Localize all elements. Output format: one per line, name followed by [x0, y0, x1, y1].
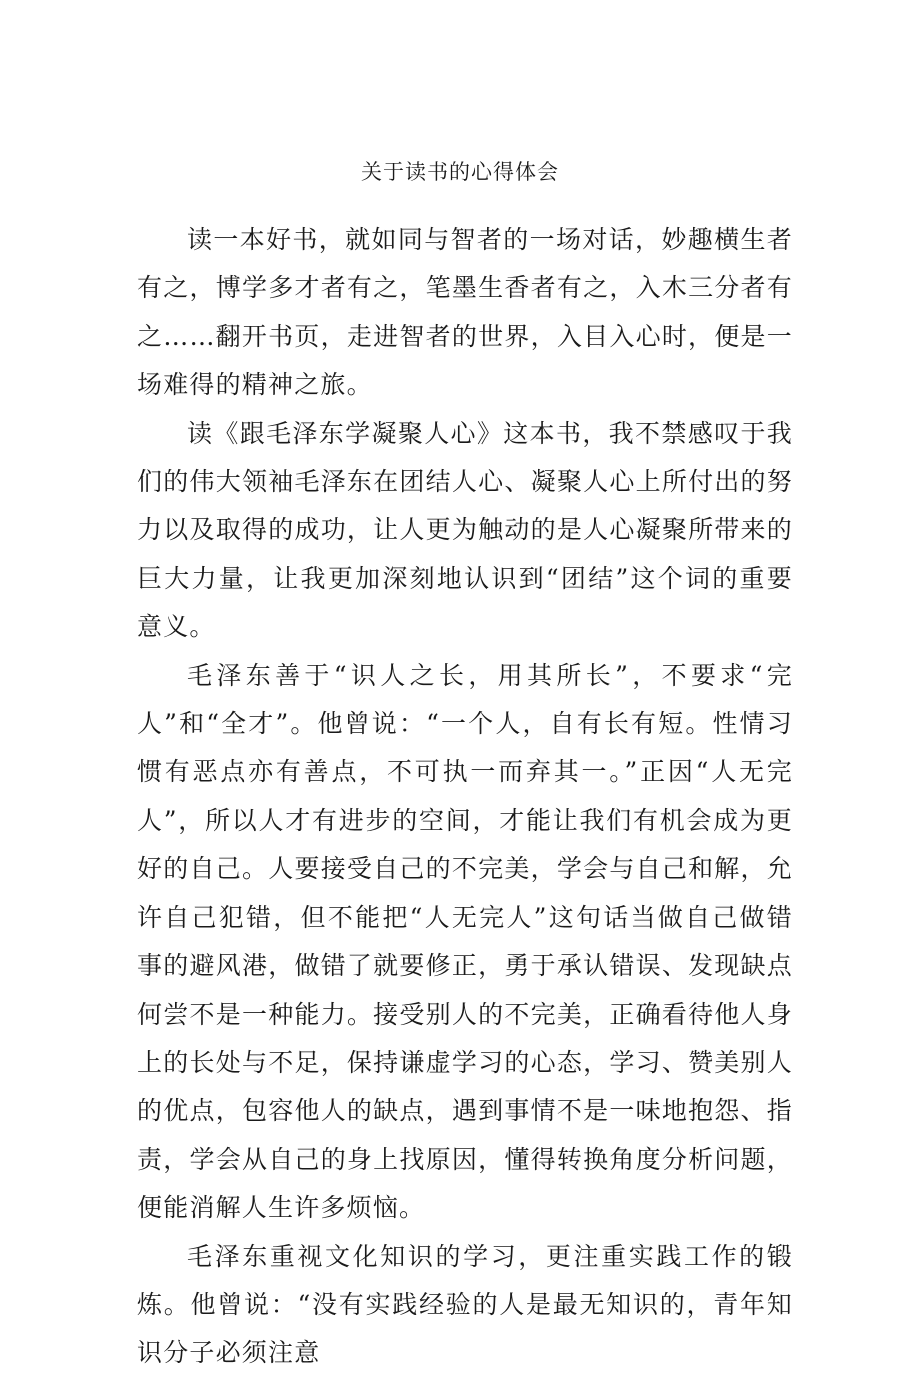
document-body [137, 216, 793, 1378]
paragraph-1: 读一本好书，就如同与智者的一场对话，妙趣横生者有之，博学多才者有之，笔墨生香者有之，入木三分者有之……翻开书页，走进智者的世界，入目入心时，便是一场难得的精神之旅。 [137, 225, 793, 400]
paragraph-2: 读《跟毛泽东学凝聚人心》这本书，我不禁感叹于我们的伟大领袖毛泽东在团结人心、凝聚人心上所付出的努力以及取得的成功，让人更为触动的是人心凝聚所带来的巨大力量，让我更加深刻地认识到“团结”这个词的重要意义。 [137, 418, 793, 642]
paragraph-4: 毛泽东重视文化知识的学习，更注重实践工作的锻炼。他曾说：“没有实践经验的人是最无知识的，青年知识分子必须注意 [137, 1241, 793, 1368]
document-title: 关于读书的心得体会 [361, 160, 559, 184]
paragraph-3: 毛泽东善于“识人之长，用其所长”，不要求“完人”和“全才”。他曾说：“一个人，自有长有短。性情习惯有恶点亦有善点，不可执一而弃其一。”正因“人无完人”，所以人才有进步的空间，才能让我们有机会成为更好的自己。人要接受自己的不完美，学会与自己和解，允许自己犯错，但不能把“人无完人”这句话当做自己做错事的避风港，做错了就要修正，勇于承认错误、发现缺点何尝不是一种能力。接受别人的不完美，正确看待他人身上的长处与不足，保持谦虚学习的心态，学习、赞美别人的优点，包容他人的缺点，遇到事情不是一味地抱怨、指责，学会从自己的身上找原因，懂得转换角度分析问题，便能消解人生许多烦恼。 [137, 660, 793, 1223]
